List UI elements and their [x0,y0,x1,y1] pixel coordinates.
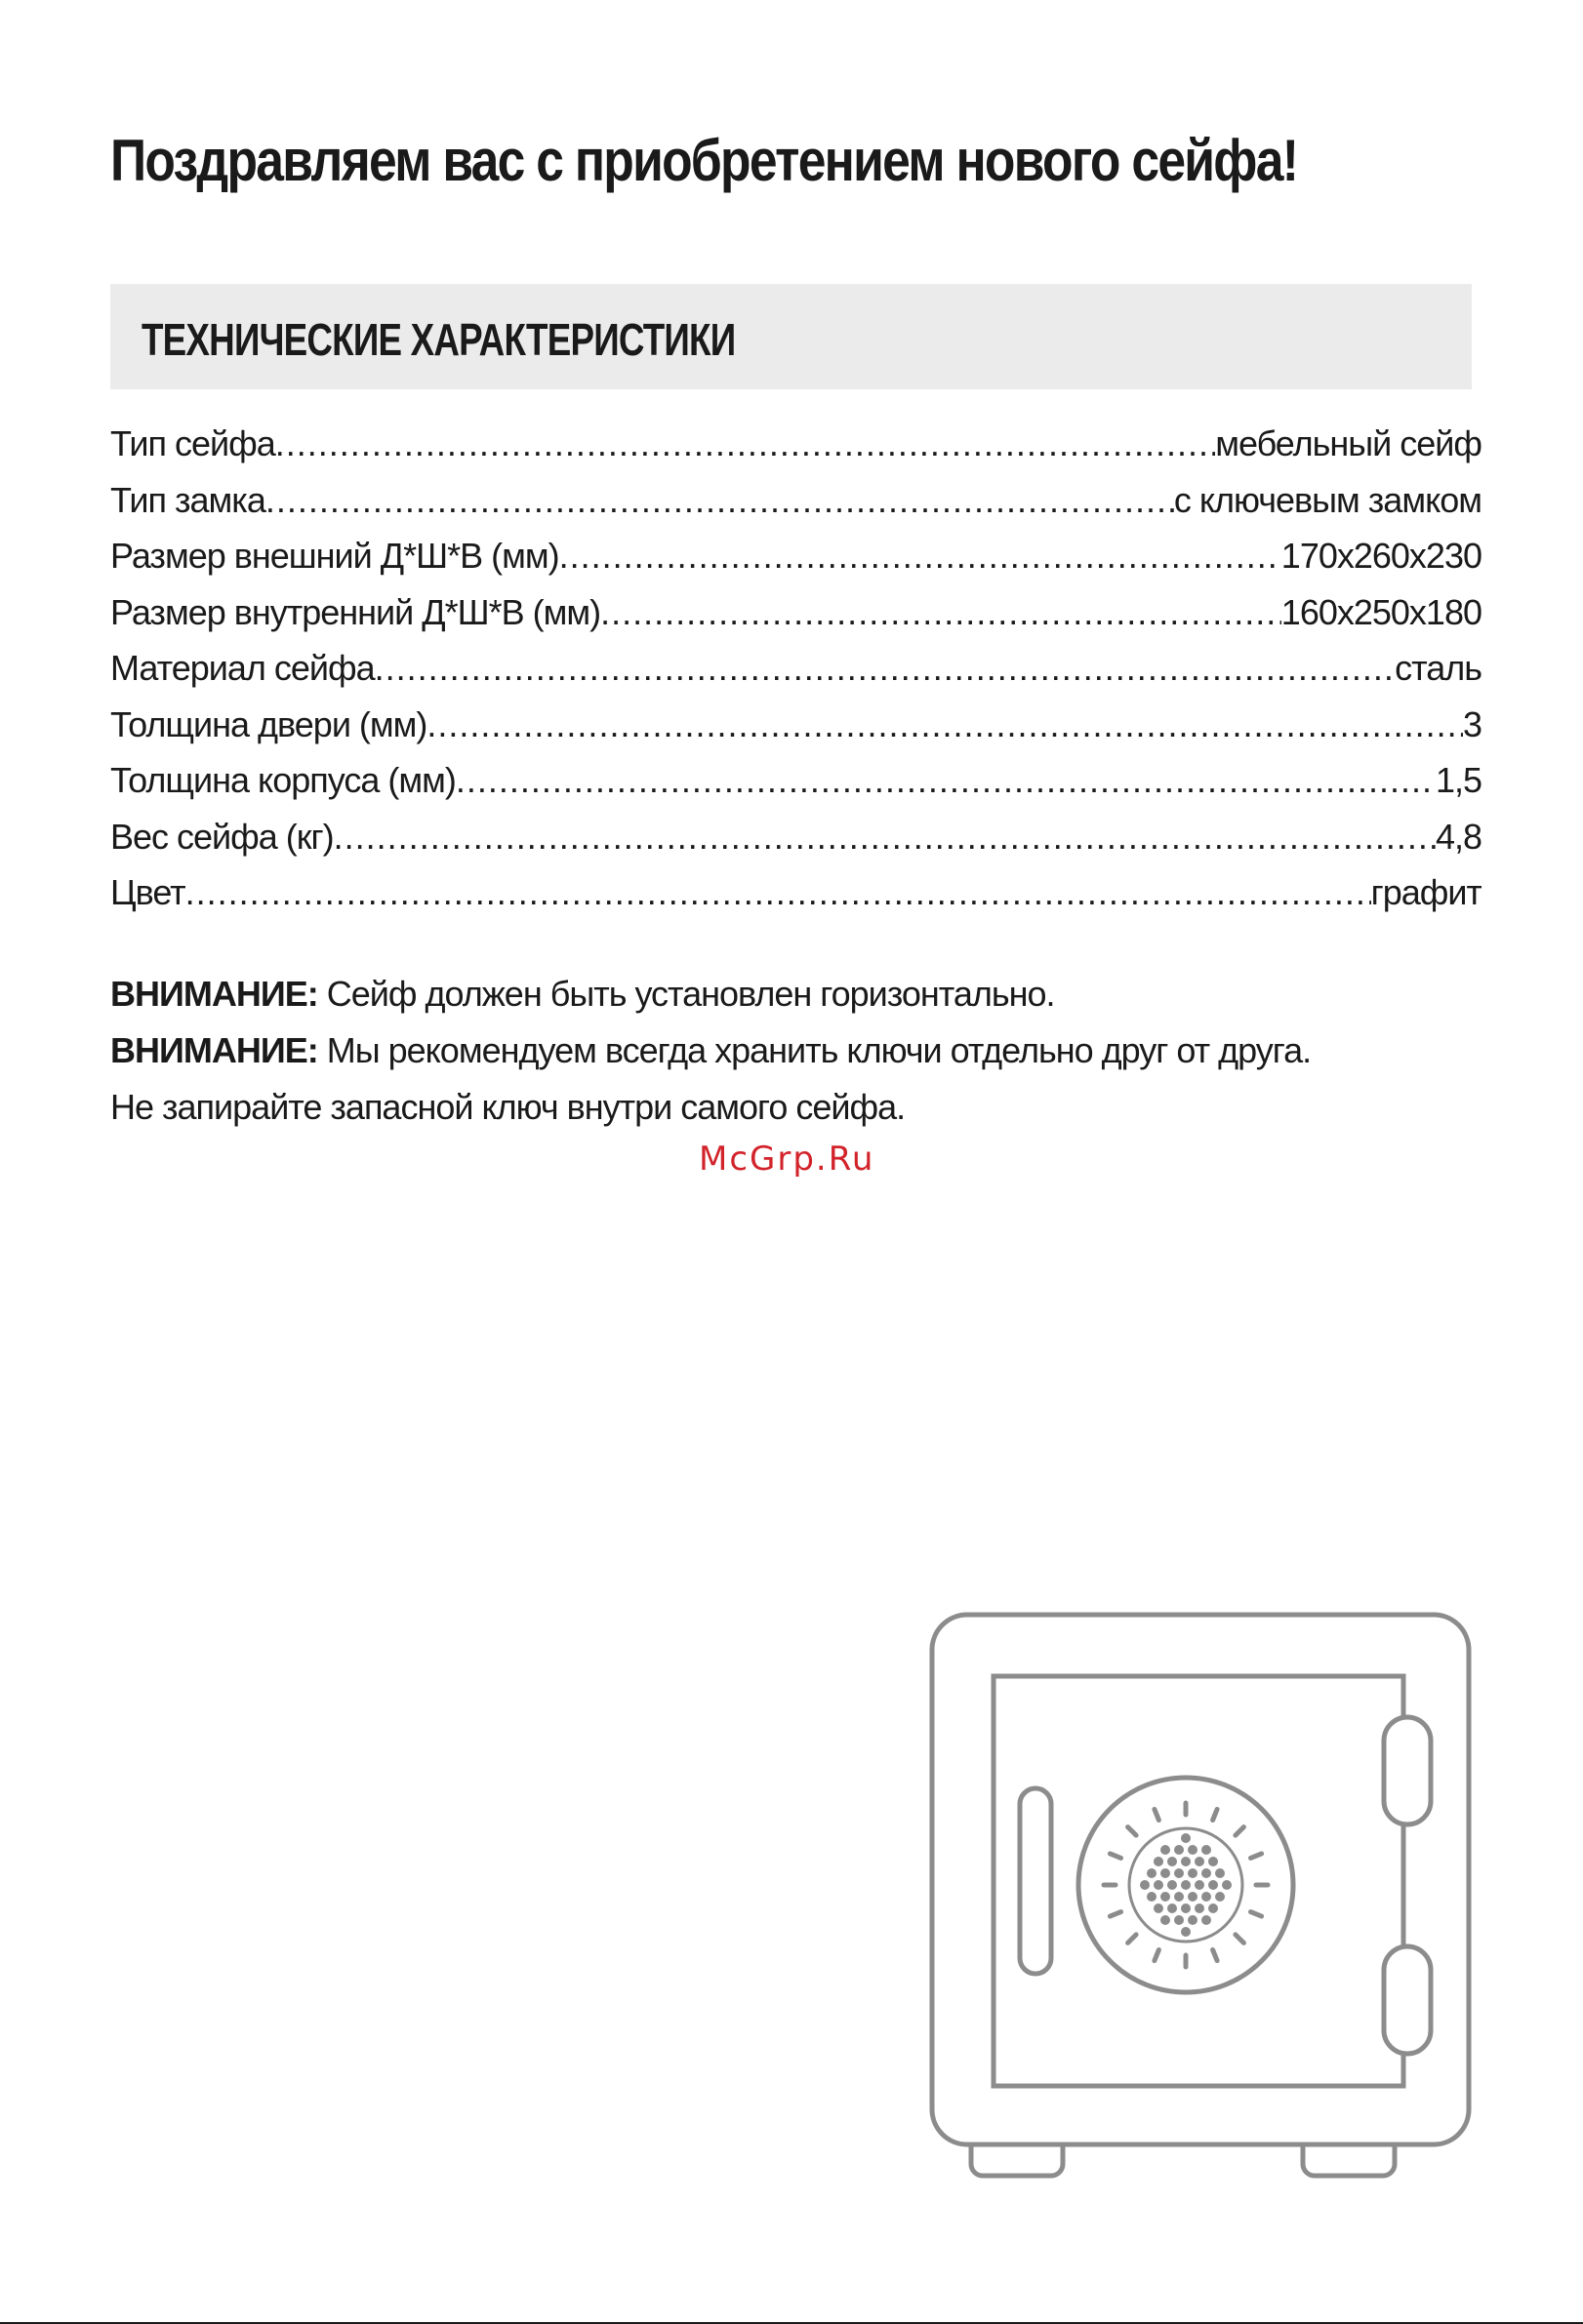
spec-label: Тип замка [110,479,265,520]
dot-leader [559,528,1281,583]
warnings-block [110,966,1379,1136]
spec-value: с ключевым замком [1173,479,1482,520]
dot-leader [185,864,1371,920]
spec-value: сталь [1395,648,1482,688]
spec-row [110,472,1482,529]
warning-line [110,1022,1379,1079]
spec-label: Тип сейфа [110,423,275,463]
page-title: Поздравляем вас с приобретением нового сейфа! [110,128,1298,193]
safe-icon [927,1610,1474,2181]
warning-line [110,966,1379,1022]
spec-label: Размер внешний Д*Ш*В (мм) [110,536,559,576]
spec-row [110,528,1482,584]
spec-value: 3 [1462,703,1482,744]
spec-row [110,809,1482,865]
spec-value: 170x260x230 [1280,536,1482,576]
dot-leader [275,416,1215,471]
dot-leader [375,640,1395,696]
spec-label: Толщина корпуса (мм) [110,760,456,800]
spec-label: Размер внутренний Д*Ш*В (мм) [110,591,601,632]
spec-value: 160x250x180 [1280,591,1482,632]
spec-row [110,752,1482,809]
spec-value: 4,8 [1435,816,1482,857]
warning-text: Сейф должен быть установлен горизонтально. [317,974,1055,1014]
spec-row [110,416,1482,472]
spec-value: мебельный сейф [1215,423,1482,463]
warning-label: ВНИМАНИЕ: [110,974,318,1014]
spec-value: графит [1370,872,1482,912]
spec-list [110,416,1482,921]
spec-row [110,697,1482,753]
spec-label: Цвет [110,872,185,912]
spec-row [110,584,1482,641]
spec-value: 1,5 [1435,760,1482,800]
spec-row [110,864,1482,921]
dot-leader [600,584,1281,640]
note-line: Не запирайте запасной ключ внутри самого сейфа. [110,1087,906,1127]
dot-leader [456,752,1436,808]
specs-section-header [110,284,1472,389]
dot-leader [265,472,1174,528]
dot-leader [426,697,1463,752]
spec-label: Толщина двери (мм) [110,703,427,744]
warning-text: Мы рекомендуем всегда хранить ключи отдельно друг от друга. [317,1030,1312,1070]
watermark: McGrp.Ru [699,1140,875,1179]
dot-leader [334,809,1436,864]
spec-row [110,640,1482,697]
spec-label: Вес сейфа (кг) [110,816,334,857]
specs-section-title: ТЕХНИЧЕСКИЕ ХАРАКТЕРИСТИКИ [142,314,736,365]
spec-label: Материал сейфа [110,648,375,688]
warning-label: ВНИМАНИЕ: [110,1030,318,1070]
